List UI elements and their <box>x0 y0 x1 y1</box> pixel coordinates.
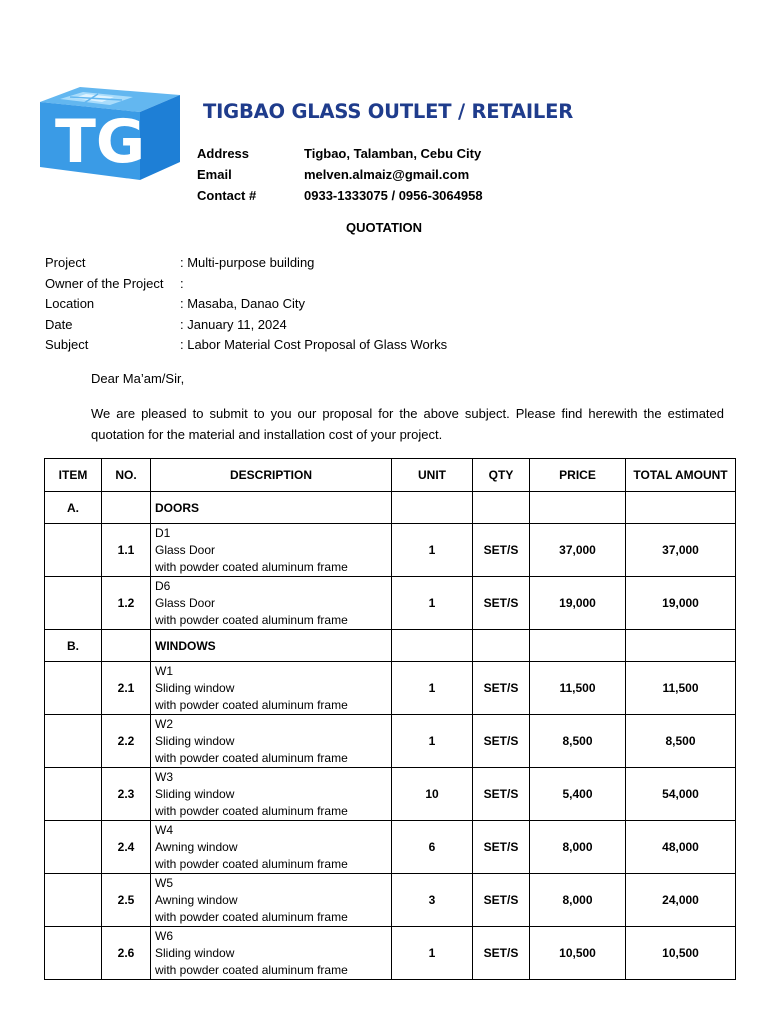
header-price: PRICE <box>530 459 626 492</box>
cell-unit: 1 <box>392 524 473 577</box>
cell-description <box>151 715 392 768</box>
desc-detail: with powder coated aluminum frame <box>155 803 348 818</box>
desc-detail: with powder coated aluminum frame <box>155 612 348 627</box>
cell-price: 8,000 <box>530 821 626 874</box>
cell-description <box>151 577 392 630</box>
desc-code: W1 <box>155 663 173 678</box>
header-total-amount: TOTAL AMOUNT <box>626 459 736 492</box>
desc-type: Sliding window <box>155 680 235 695</box>
cell-price: 11,500 <box>530 662 626 715</box>
cell-total: 54,000 <box>626 768 736 821</box>
cell-unit: 3 <box>392 874 473 927</box>
table-row <box>45 874 736 927</box>
cell-qty: SET/S <box>473 874 530 927</box>
cell-no: 2.3 <box>102 768 151 821</box>
cell-qty: SET/S <box>473 821 530 874</box>
cell-total: 24,000 <box>626 874 736 927</box>
cell-no: 2.6 <box>102 927 151 980</box>
cell-qty: SET/S <box>473 577 530 630</box>
section-title: DOORS <box>151 492 392 524</box>
meta-label: Owner of the Project <box>45 275 164 291</box>
desc-type: Sliding window <box>155 786 235 801</box>
desc-code: D1 <box>155 525 171 540</box>
contact-row-phone <box>197 185 483 206</box>
cell-no: 2.5 <box>102 874 151 927</box>
desc-detail: with powder coated aluminum frame <box>155 856 348 871</box>
cell-price: 10,500 <box>530 927 626 980</box>
cell-unit: 1 <box>392 927 473 980</box>
contact-label: Contact # <box>197 188 257 203</box>
meta-row-subject <box>45 335 447 356</box>
table-body <box>45 492 736 980</box>
contact-row-email <box>197 164 483 185</box>
meta-value: : January 11, 2024 <box>180 316 287 332</box>
section-item: A. <box>45 492 102 524</box>
meta-row-project <box>45 253 447 274</box>
desc-code: W6 <box>155 928 173 943</box>
table-row <box>45 577 736 630</box>
desc-type: Glass Door <box>155 595 216 610</box>
table-header-row <box>45 459 736 492</box>
cell-price: 5,400 <box>530 768 626 821</box>
header-item: ITEM <box>45 459 102 492</box>
cell-description <box>151 524 392 577</box>
cell-total: 8,500 <box>626 715 736 768</box>
table-row <box>45 715 736 768</box>
cell-total: 37,000 <box>626 524 736 577</box>
cell-no: 2.2 <box>102 715 151 768</box>
header-unit: UNIT <box>392 459 473 492</box>
section-row <box>45 630 736 662</box>
section-row <box>45 492 736 524</box>
desc-detail: with powder coated aluminum frame <box>155 909 348 924</box>
cell-price: 8,000 <box>530 874 626 927</box>
desc-type: Awning window <box>155 892 238 907</box>
meta-label: Location <box>45 296 95 311</box>
desc-type: Glass Door <box>155 542 216 557</box>
header-qty: QTY <box>473 459 530 492</box>
desc-code: W3 <box>155 769 173 784</box>
cell-total: 10,500 <box>626 927 736 980</box>
cell-qty: SET/S <box>473 662 530 715</box>
desc-detail: with powder coated aluminum frame <box>155 697 348 712</box>
cell-qty: SET/S <box>473 715 530 768</box>
cell-unit: 1 <box>392 715 473 768</box>
project-details <box>45 253 447 356</box>
table-row <box>45 927 736 980</box>
table-row <box>45 662 736 715</box>
document-title: QUOTATION <box>345 220 423 235</box>
contact-value: melven.almaiz@gmail.com <box>304 167 470 182</box>
cell-description <box>151 821 392 874</box>
desc-detail: with powder coated aluminum frame <box>155 962 348 977</box>
contact-label: Address <box>197 146 250 161</box>
cell-qty: SET/S <box>473 524 530 577</box>
meta-label: Subject <box>45 337 89 352</box>
section-item: B. <box>45 630 102 662</box>
cell-unit: 6 <box>392 821 473 874</box>
meta-row-date <box>45 315 447 336</box>
desc-type: Sliding window <box>155 733 235 748</box>
section-title: WINDOWS <box>151 630 392 662</box>
desc-detail: with powder coated aluminum frame <box>155 559 348 574</box>
greeting: Dear Ma’am/Sir, <box>91 371 185 386</box>
desc-code: W5 <box>155 875 173 890</box>
meta-label: Date <box>45 316 73 332</box>
table-row <box>45 768 736 821</box>
quotation-table <box>44 458 736 980</box>
meta-row-owner <box>45 274 447 295</box>
desc-type: Awning window <box>155 839 238 854</box>
cell-qty: SET/S <box>473 927 530 980</box>
cell-total: 19,000 <box>626 577 736 630</box>
contact-label: Email <box>197 167 232 182</box>
contact-block <box>197 143 483 206</box>
cell-description <box>151 927 392 980</box>
cell-unit: 10 <box>392 768 473 821</box>
cell-price: 19,000 <box>530 577 626 630</box>
desc-detail: with powder coated aluminum frame <box>155 750 348 765</box>
desc-code: W2 <box>155 716 173 731</box>
contact-value: Tigbao, Talamban, Cebu City <box>304 146 482 161</box>
meta-value: : Labor Material Cost Proposal of Glass Works <box>180 337 448 352</box>
cell-no: 2.1 <box>102 662 151 715</box>
desc-code: W4 <box>155 822 173 837</box>
meta-value: : Masaba, Danao City <box>180 296 306 311</box>
cell-description <box>151 768 392 821</box>
cell-qty: SET/S <box>473 768 530 821</box>
cell-price: 8,500 <box>530 715 626 768</box>
cell-description <box>151 662 392 715</box>
contact-row-address <box>197 143 483 164</box>
desc-type: Sliding window <box>155 945 235 960</box>
company-name: TIGBAO GLASS OUTLET / RETAILER <box>203 100 574 123</box>
meta-row-location <box>45 294 447 315</box>
header-no: NO. <box>102 459 151 492</box>
cell-price: 37,000 <box>530 524 626 577</box>
meta-label: Project <box>45 255 86 270</box>
cell-description <box>151 874 392 927</box>
meta-value: : Multi-purpose building <box>180 255 315 270</box>
cell-no: 2.4 <box>102 821 151 874</box>
contact-value: 0933-1333075 / 0956-3064958 <box>304 188 483 203</box>
header-description: DESCRIPTION <box>151 459 392 492</box>
table-row <box>45 524 736 577</box>
cell-no: 1.2 <box>102 577 151 630</box>
cell-unit: 1 <box>392 662 473 715</box>
intro-paragraph: We are pleased to submit to you our proposal for the above subject. Please find herewith the estimated quotation for the material and installation cost of your project. <box>91 406 724 442</box>
cell-no: 1.1 <box>102 524 151 577</box>
table-row <box>45 821 736 874</box>
meta-value: : <box>180 275 184 291</box>
logo-letters-tg: TG <box>55 107 146 177</box>
cell-total: 48,000 <box>626 821 736 874</box>
desc-code: D6 <box>155 578 171 593</box>
cell-total: 11,500 <box>626 662 736 715</box>
company-logo <box>40 84 182 184</box>
cell-unit: 1 <box>392 577 473 630</box>
